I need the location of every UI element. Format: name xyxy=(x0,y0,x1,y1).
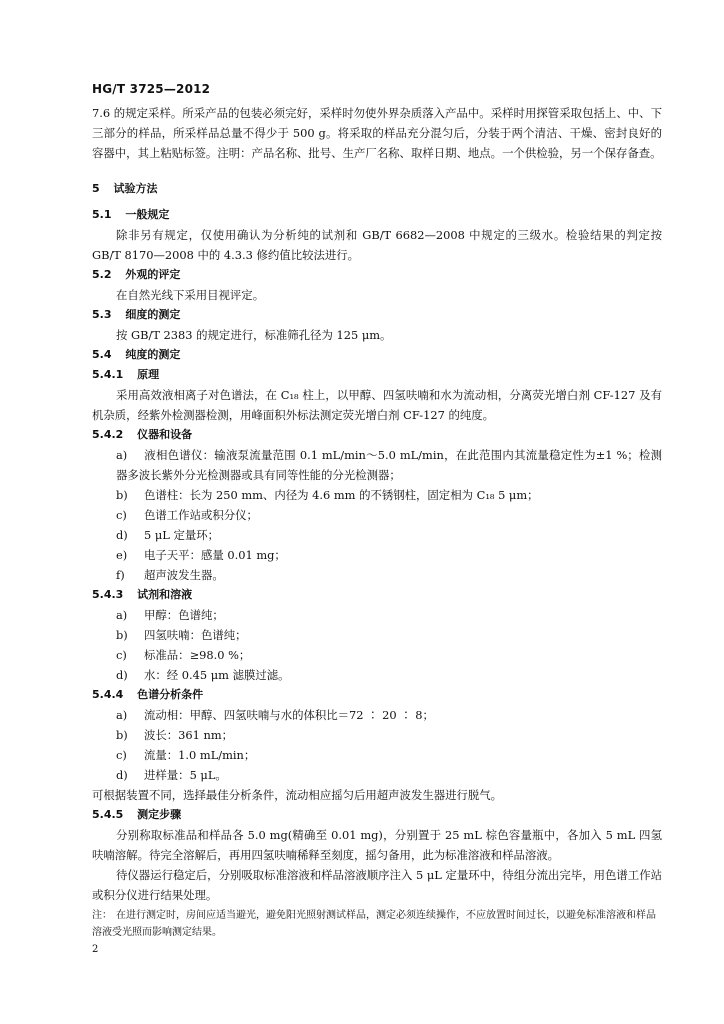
section-title: 试验方法 xyxy=(113,182,158,195)
section-title: 仪器和设备 xyxy=(137,428,193,441)
intro-paragraph: 7.6 的规定采样。所采产品的包装必须完好，采样时勿使外界杂质落入产品中。采样时用探管采取包括上、中、下三部分的样品，所采样品总量不得少于 500 g。将采取的样品充分混匀后，分装于两个清洁、干燥、密封良好的容器中，其上粘贴标签。注明：产品名称、批号、生产厂名称、取样日期、地点。一个供检验，另一个保存备查。 xyxy=(92,106,662,160)
list-marker: b) xyxy=(116,628,128,642)
section-title: 一般规定 xyxy=(125,208,170,221)
list-marker: d) xyxy=(116,768,128,782)
section-title: 纯度的测定 xyxy=(125,348,181,361)
section-number: 5.4.2 xyxy=(92,428,124,441)
list-item-text: 色谱工作站或积分仪； xyxy=(144,508,258,522)
list-marker: a) xyxy=(116,448,128,462)
list-item xyxy=(92,665,662,685)
section-5-4-3-heading xyxy=(92,585,662,605)
list-item xyxy=(92,625,662,645)
list-item-text: 水：经 0.45 μm 滤膜过滤。 xyxy=(144,668,290,682)
list-item xyxy=(92,445,662,485)
section-5-4-5-paragraph-2: 待仪器运行稳定后，分别吸取标准溶液和样品溶液顺序注入 5 μL 定量环中，待组分流出完毕，用色谱工作站或积分仪进行结果处理。 xyxy=(92,868,662,902)
section-title: 原理 xyxy=(137,368,160,381)
note-label: 注： xyxy=(92,910,112,921)
list-marker: c) xyxy=(116,648,127,662)
list-item-text: 超声波发生器。 xyxy=(144,568,224,582)
list-item-text: 标准品：≥98.0 %； xyxy=(144,648,251,662)
section-5-4-5-heading xyxy=(92,805,662,825)
section-5-2-text: 在自然光线下采用目视评定。 xyxy=(116,288,265,302)
section-5-heading xyxy=(92,179,662,199)
section-number: 5.1 xyxy=(92,208,112,221)
section-title: 试剂和溶液 xyxy=(137,588,193,601)
list-item xyxy=(92,485,662,505)
list-item-text: 流量：1.0 mL/min； xyxy=(144,748,256,762)
note-text: 在进行测定时，房间应适当避光，避免阳光照射测试样品，测定必须连续操作，不应放置时间过长，以避免标准溶液和样品溶液受光照而影响测定结果。 xyxy=(92,910,656,938)
list-item-text: 色谱柱：长为 250 mm、内径为 4.6 mm 的不锈钢柱，固定相为 C₁₈ 5 μm； xyxy=(144,488,539,502)
list-item-text: 进样量：5 μL。 xyxy=(144,768,227,782)
section-number: 5.4.1 xyxy=(92,368,124,381)
section-number: 5 xyxy=(92,182,100,195)
section-5-4-2-heading xyxy=(92,425,662,445)
list-item xyxy=(92,525,662,545)
section-title: 细度的测定 xyxy=(125,308,181,321)
page-content xyxy=(92,103,662,941)
section-5-4-1-text: 采用高效液相离子对色谱法，在 C₁₈ 柱上，以甲醇、四氢呋喃和水为流动相，分离荧光增白剂 CF-127 及有机杂质，经紫外检测器检测，用峰面积外标法测定荧光增白剂 CF-127 的纯度。 xyxy=(92,388,662,422)
list-item xyxy=(92,545,662,565)
list-item-text: 波长：361 nm； xyxy=(144,728,234,742)
list-item xyxy=(92,765,662,785)
list-item-text: 液相色谱仪：输液泵流量范围 0.1 mL/min～5.0 mL/min，在此范围内其流量稳定性为±1 %；检测器多波长紫外分光检测器或具有同等性能的分光检测器； xyxy=(116,448,662,482)
list-item-text: 甲醇：色谱纯； xyxy=(144,608,224,622)
section-number: 5.4.5 xyxy=(92,808,124,821)
section-number: 5.4.4 xyxy=(92,688,124,701)
list-item-text: 流动相：甲醇、四氢呋喃与水的体积比＝72 ∶ 20 ∶ 8； xyxy=(144,708,434,722)
list-marker: d) xyxy=(116,528,128,542)
list-item xyxy=(92,745,662,765)
section-5-4-1-heading xyxy=(92,365,662,385)
section-number: 5.4 xyxy=(92,348,112,361)
list-marker: b) xyxy=(116,488,128,502)
section-title: 色谱分析条件 xyxy=(137,688,204,701)
list-marker: c) xyxy=(116,508,127,522)
section-5-3-text: 按 GB/T 2383 的规定进行，标准筛孔径为 125 μm。 xyxy=(116,328,392,342)
section-number: 5.2 xyxy=(92,268,112,281)
list-item-text: 电子天平：感量 0.01 mg； xyxy=(144,548,286,562)
section-5-4-5-paragraph-1: 分别称取标准品和样品各 5.0 mg(精确至 0.01 mg)，分别置于 25 mL 棕色容量瓶中，各加入 5 mL 四氢呋喃溶解。待完全溶解后，再用四氢呋喃稀释至刻度，摇匀备用，此为标准溶液和样品溶液。 xyxy=(92,828,662,862)
section-title: 外观的评定 xyxy=(125,268,181,281)
section-number: 5.4.3 xyxy=(92,588,124,601)
list-item xyxy=(92,565,662,585)
list-item xyxy=(92,605,662,625)
section-5-2-heading xyxy=(92,265,662,285)
list-item xyxy=(92,645,662,665)
note xyxy=(92,907,662,941)
section-title: 测定步骤 xyxy=(137,808,182,821)
list-item xyxy=(92,705,662,725)
section-number: 5.3 xyxy=(92,308,112,321)
list-marker: b) xyxy=(116,728,128,742)
list-marker: a) xyxy=(116,608,128,622)
list-item-text: 四氢呋喃：色谱纯； xyxy=(144,628,247,642)
section-5-3-heading xyxy=(92,305,662,325)
list-marker: f) xyxy=(116,568,125,582)
page-number: 2 xyxy=(92,944,99,955)
document-code: HG/T 3725—2012 xyxy=(92,82,211,96)
section-5-1-heading xyxy=(92,205,662,225)
list-item-text: 5 μL 定量环； xyxy=(144,528,220,542)
section-5-4-4-after-text: 可根据装置不同，选择最佳分析条件，流动相应摇匀后用超声波发生器进行脱气。 xyxy=(92,788,503,802)
list-marker: c) xyxy=(116,748,127,762)
list-marker: d) xyxy=(116,668,128,682)
list-marker: a) xyxy=(116,708,128,722)
list-marker: e) xyxy=(116,548,128,562)
list-item xyxy=(92,505,662,525)
section-5-4-4-heading xyxy=(92,685,662,705)
section-5-1-text: 除非另有规定，仅使用确认为分析纯的试剂和 GB/T 6682—2008 中规定的三级水。检验结果的判定按 GB/T 8170—2008 中的 4.3.3 修约值比较法进行。 xyxy=(92,228,662,262)
section-5-4-heading xyxy=(92,345,662,365)
list-item xyxy=(92,725,662,745)
